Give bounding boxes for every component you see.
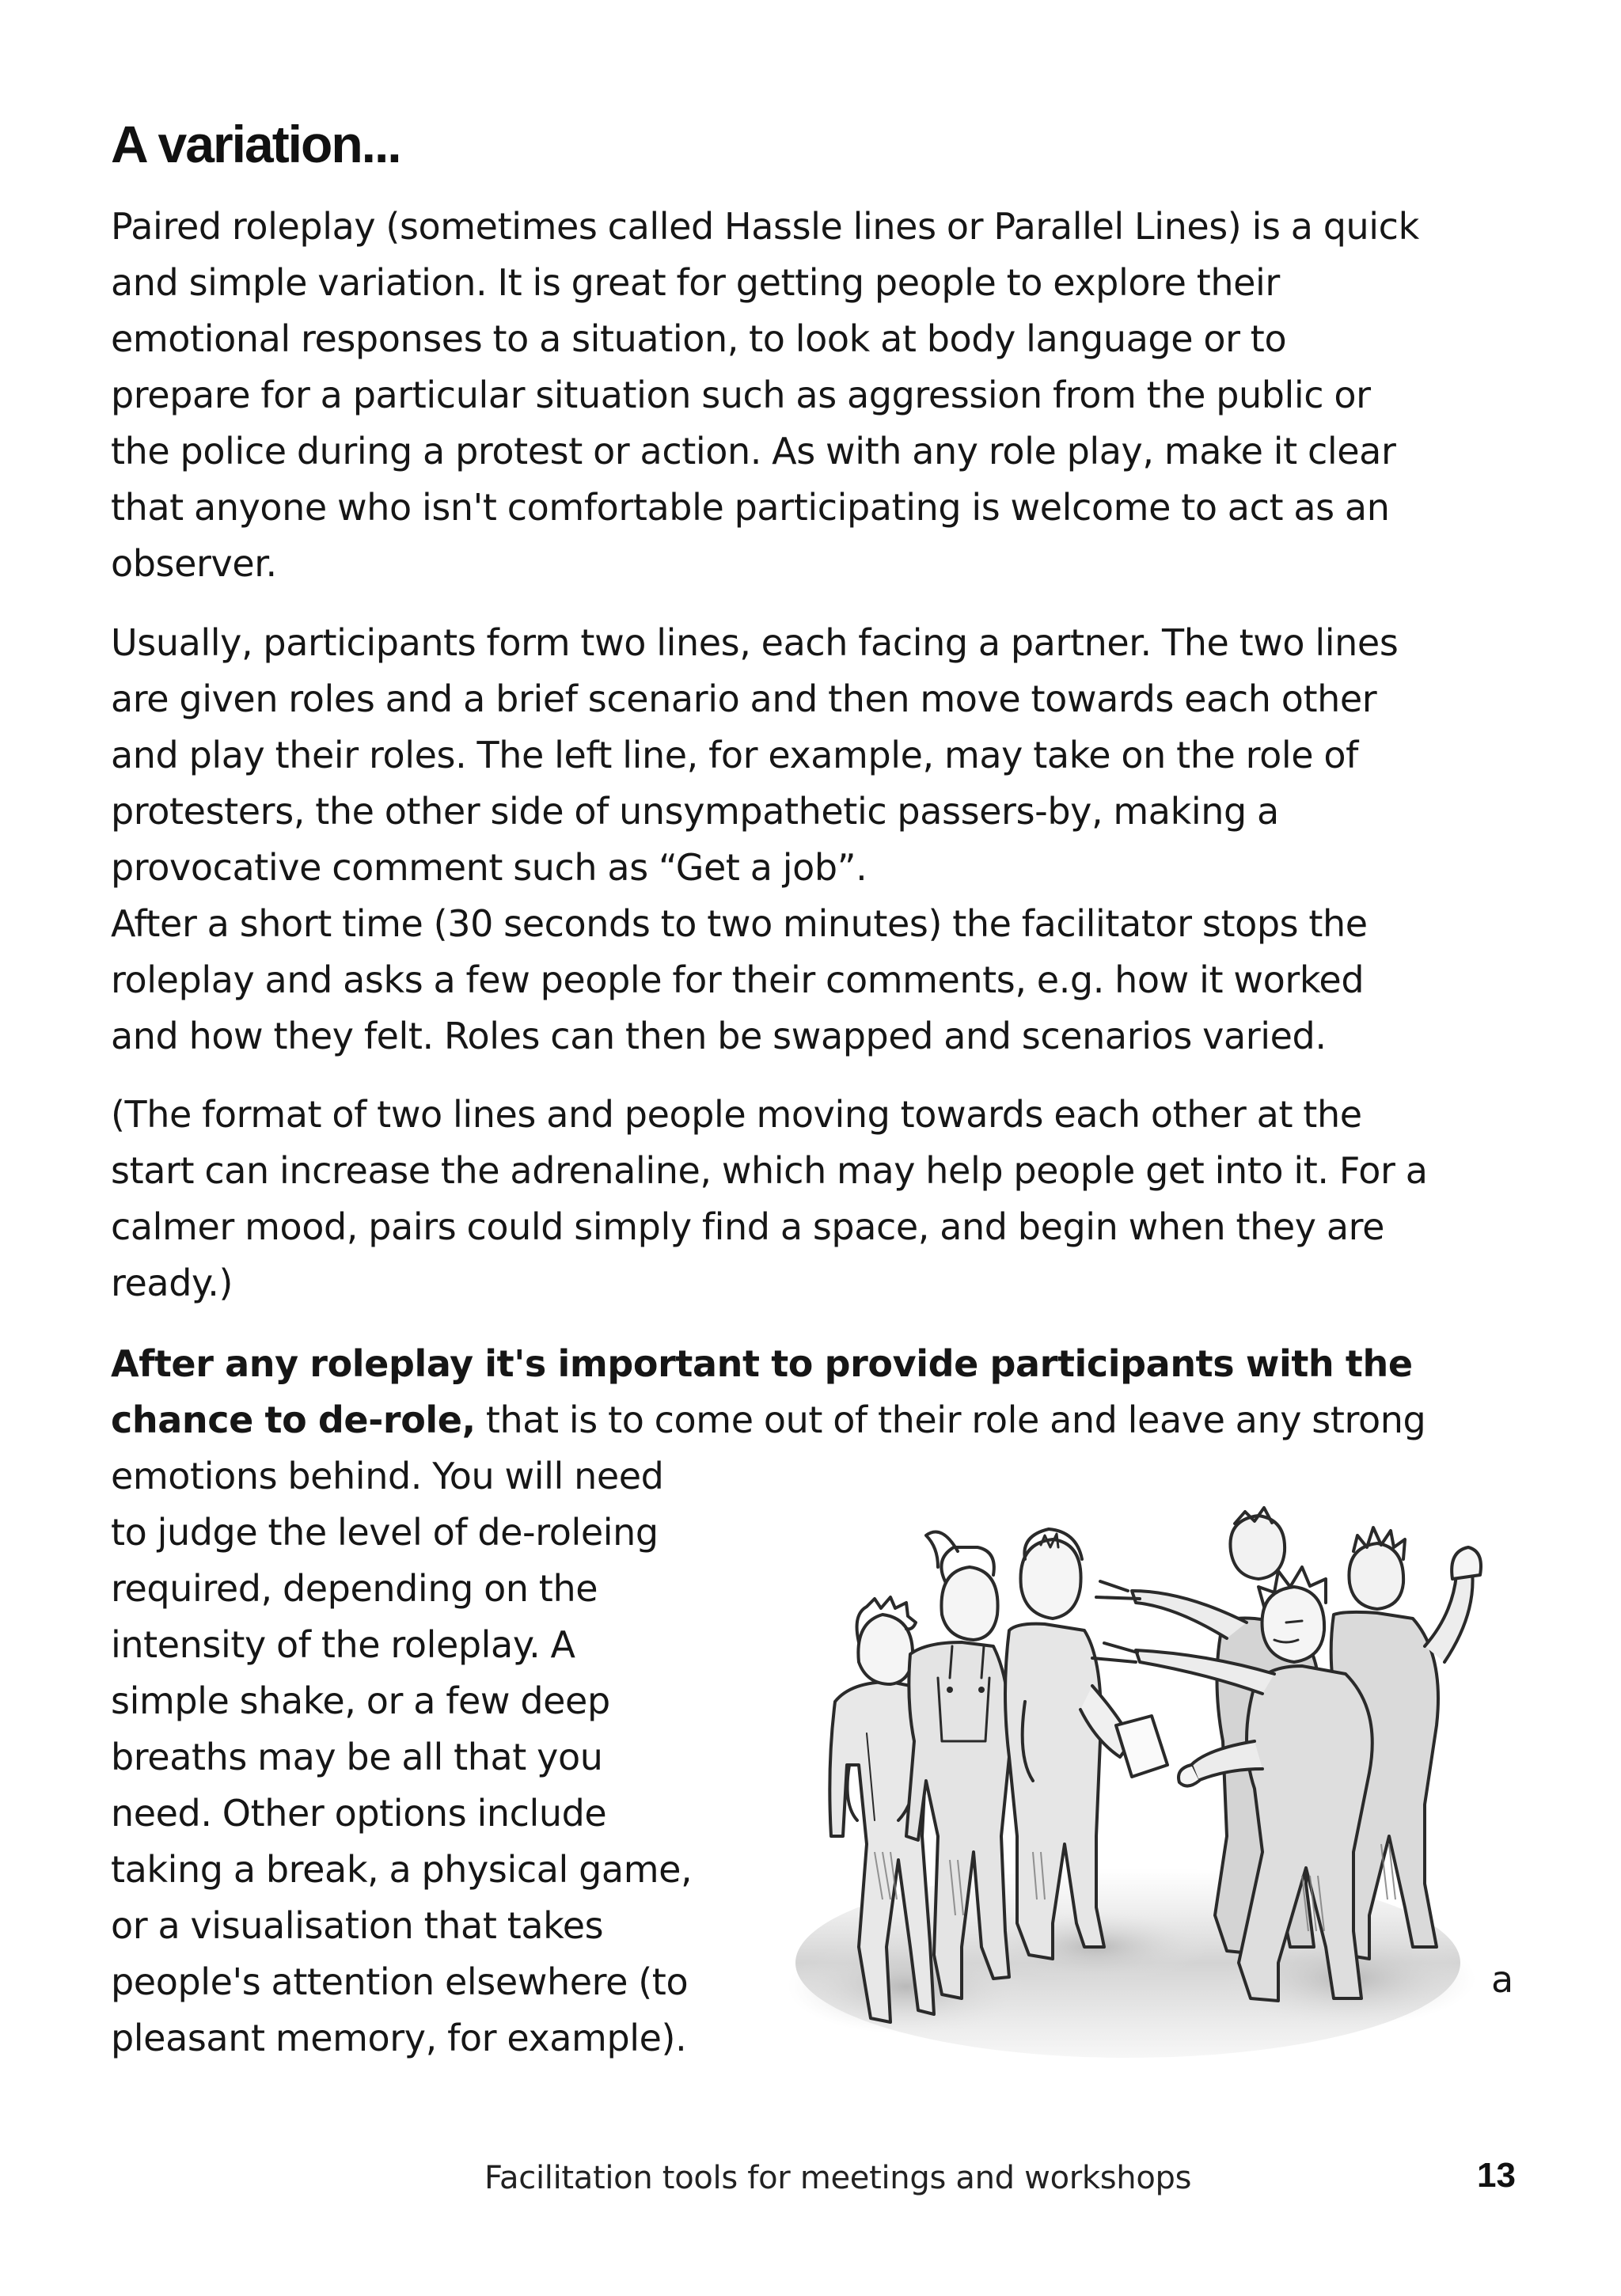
- text-line: [111, 1392, 1536, 1448]
- text-line: start can increase the adrenaline, which may help people get into it. For a: [111, 1149, 1428, 1192]
- text-line: are given roles and a brief scenario and then move towards each other: [111, 677, 1377, 720]
- text-run: that is to come out of their role and leave any strong: [475, 1398, 1426, 1441]
- text-line: observer.: [111, 542, 277, 585]
- text-line: required, depending on the: [111, 1567, 598, 1610]
- text-line: [111, 1336, 1536, 1392]
- text-line: calmer mood, pairs could simply find a space, and begin when they are: [111, 1205, 1385, 1248]
- text-line: and how they felt. Roles can then be swapped and scenarios varied.: [111, 1015, 1327, 1057]
- text-line: intensity of the roleplay. A: [111, 1623, 575, 1666]
- text-line: simple shake, or a few deep: [111, 1679, 610, 1722]
- paragraph-intro: [111, 199, 1536, 592]
- text-line: Paired roleplay (sometimes called Hassle lines or Parallel Lines) is a quick: [111, 205, 1419, 248]
- text-line: or a visualisation that takes: [111, 1904, 604, 1947]
- text-line: and play their roles. The left line, for example, may take on the role of: [111, 734, 1358, 776]
- text-line: that anyone who isn't comfortable participating is welcome to act as an: [111, 486, 1390, 529]
- text-line: need. Other options include: [111, 1792, 607, 1835]
- text-line: people's attention elsewhere (to: [111, 1960, 689, 2003]
- text-line: ready.): [111, 1262, 233, 1304]
- section-heading: A variation...: [111, 115, 401, 173]
- footer-title: Facilitation tools for meetings and workshops: [484, 2160, 1192, 2196]
- text-line: and simple variation. It is great for getting people to explore their: [111, 261, 1280, 304]
- text-line: to judge the level of de-roleing: [111, 1511, 659, 1554]
- text-line: the police during a protest or action. As with any role play, make it clear: [111, 430, 1396, 472]
- page-number: 13: [1477, 2156, 1516, 2195]
- text-line: Usually, participants form two lines, each facing a partner. The two lines: [111, 621, 1399, 664]
- text-line: taking a break, a physical game,: [111, 1848, 693, 1891]
- paragraph-format-note: [111, 1087, 1536, 1311]
- text-line: emotions behind. You will need: [111, 1455, 664, 1497]
- text-line: roleplay and asks a few people for their comments, e.g. how it worked: [111, 958, 1365, 1001]
- text-line: (The format of two lines and people moving towards each other at the: [111, 1093, 1362, 1136]
- bold-text: After any roleplay it's important to provide participants with the: [111, 1342, 1413, 1385]
- text-line: prepare for a particular situation such as aggression from the public or: [111, 374, 1371, 416]
- paragraph-lines-setup: [111, 615, 1536, 1065]
- trailing-word: a: [1491, 1958, 1514, 2001]
- text-line: pleasant memory, for example).: [111, 2017, 687, 2059]
- bold-text: chance to de-role,: [111, 1398, 476, 1441]
- text-line: After a short time (30 seconds to two minutes) the facilitator stops the: [111, 902, 1368, 945]
- text-line: provocative comment such as “Get a job”.: [111, 846, 867, 889]
- text-line: breaths may be all that you: [111, 1736, 603, 1778]
- text-line: emotional responses to a situation, to look at body language or to: [111, 317, 1287, 360]
- text-line: protesters, the other side of unsympathetic passers-by, making a: [111, 790, 1279, 833]
- roleplay-illustration: [780, 1504, 1492, 2074]
